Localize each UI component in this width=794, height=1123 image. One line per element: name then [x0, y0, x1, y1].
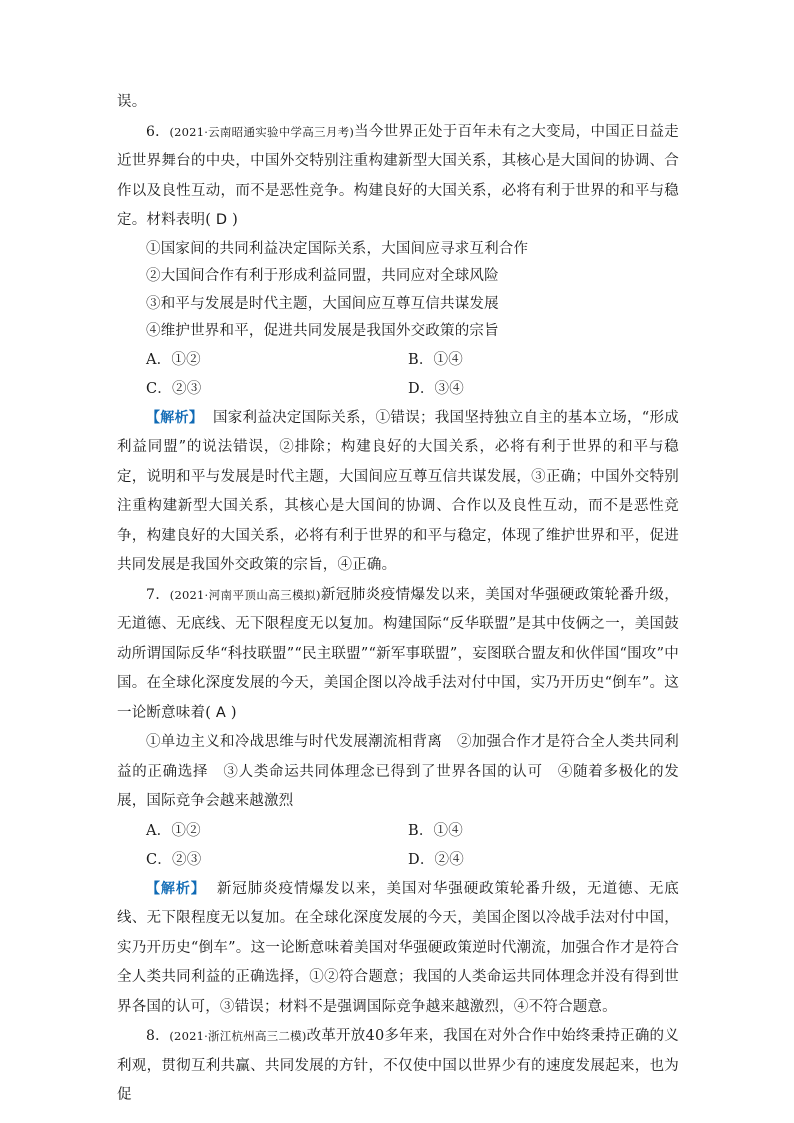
analysis-tag: 【解析】 — [146, 409, 204, 426]
stem-text: 当今世界正处于百年未有之大变局，中国正日益走近世界舞台的中央，中国外交特别注重构建新型大国关系，其核心是大国间的协调、合作以及良性互动，而不是恶性竞争。构建良好的大国关系，必将有利于世界的和平与稳定。材料表明( — [117, 123, 679, 228]
answer-letter: D — [215, 212, 228, 228]
statement-1: ①国家间的共同利益决定国际关系，大国间应寻求互利合作 — [146, 240, 529, 257]
choice-d: D．③④ — [408, 380, 464, 397]
analysis — [117, 875, 679, 1023]
choice-c: C．②③ — [146, 851, 202, 868]
question-source: (2021·浙江杭州高三二模) — [169, 1029, 307, 1043]
question-stem — [117, 581, 679, 729]
question-number: 8． — [146, 1028, 170, 1044]
question-number: 6． — [146, 123, 170, 140]
choice-row — [117, 375, 679, 404]
choice-d: D．②④ — [408, 851, 464, 868]
statement-4: ④维护世界和平，促进共同发展是我国外交政策的宗旨 — [146, 323, 499, 339]
question-6 — [117, 118, 679, 581]
statement-2: ②大国间合作有利于形成利益同盟，共同应对全球风险 — [146, 268, 499, 284]
carry-over-text: 误。 — [117, 94, 147, 110]
analysis-tag: 【解析】 — [146, 880, 206, 897]
choice-row — [117, 346, 679, 375]
stem-close: ) — [230, 704, 237, 721]
answer-letter: A — [215, 704, 226, 721]
choice-row — [117, 817, 679, 846]
analysis-text: 国家利益决定国际关系，①错误；我国坚持独立自主的基本立场，“形成利益同盟”的说法错误，②排除；构建良好的大国关系，必将有利于世界的和平与稳定，说明和平与发展是时代主题，大国间应互尊互信共谋发展，③正确；中国外交特别注重构建新型大国关系，其核心是大国间的协调、合作以及良性互动，而不是恶性竞争，构建良好的大国关系，必将有利于世界的和平与稳定，体现了维护世界和平，促进共同发展是我国外交政策的宗旨，④正确。 — [117, 409, 679, 573]
choice-c: C．②③ — [146, 380, 202, 397]
question-stem — [117, 118, 679, 236]
analysis — [117, 404, 679, 581]
choice-a: A．①② — [146, 351, 201, 368]
choice-b: B．①④ — [408, 822, 463, 839]
question-8 — [117, 1022, 679, 1111]
page-content — [117, 88, 679, 1111]
stem-close: ) — [232, 212, 238, 228]
statement-3: ③和平与发展是时代主题，大国间应互尊互信共谋发展 — [146, 295, 499, 312]
stem-text: 改革开放40多年来，我国在对外合作中始终秉持正确的义利观，贯彻互利共赢、共同发展的方针，不仅使中国以世界少有的速度发展起来，也为促 — [117, 1028, 679, 1103]
analysis-text: 新冠肺炎疫情爆发以来，美国对华强硬政策轮番升级，无道德、无底线、无下限程度无以复加。在全球化深度发展的今天，美国企图以冷战手法对付中国，实乃开历史“倒车”。这一论断意味着美国对华强硬政策逆时代潮流，加强合作才是符合全人类共同利益的正确选择，①②符合题意；我国的人类命运共同体理念并没有得到世界各国的认可，③错误；材料不是强调国际竞争越来越激烈，④不符合题意。 — [117, 880, 680, 1015]
question-7 — [117, 581, 679, 1023]
question-stem — [117, 1022, 679, 1111]
question-source: (2021·河南平顶山高三模拟) — [169, 587, 321, 602]
question-number: 7． — [146, 586, 170, 603]
question-source: (2021·云南昭通实验中学高三月考) — [169, 124, 355, 139]
choice-b: B．①④ — [408, 351, 463, 368]
choice-a: A．①② — [146, 822, 201, 839]
stem-text: 新冠肺炎疫情爆发以来，美国对华强硬政策轮番升级，无道德、无底线、无下限程度无以复加。构建国际“反华联盟”是其中伎俩之一，美国鼓动所谓国际反华“科技联盟”“民主联盟”“新军事联盟”，妄图联合盟友和伙伴国“围攻”中国。在全球化深度发展的今天，美国企图以冷战手法对付中国，实乃开历史“倒车”。这一论断意味着( — [117, 586, 679, 721]
statements-inline: ①单边主义和冷战思维与时代发展潮流相背离 ②加强合作才是符合全人类共同利益的正确选择 ③人类命运共同体理念已得到了世界各国的认可 ④随着多极化的发展，国际竞争会越来越激烈 — [117, 734, 679, 809]
choice-row — [117, 846, 679, 875]
